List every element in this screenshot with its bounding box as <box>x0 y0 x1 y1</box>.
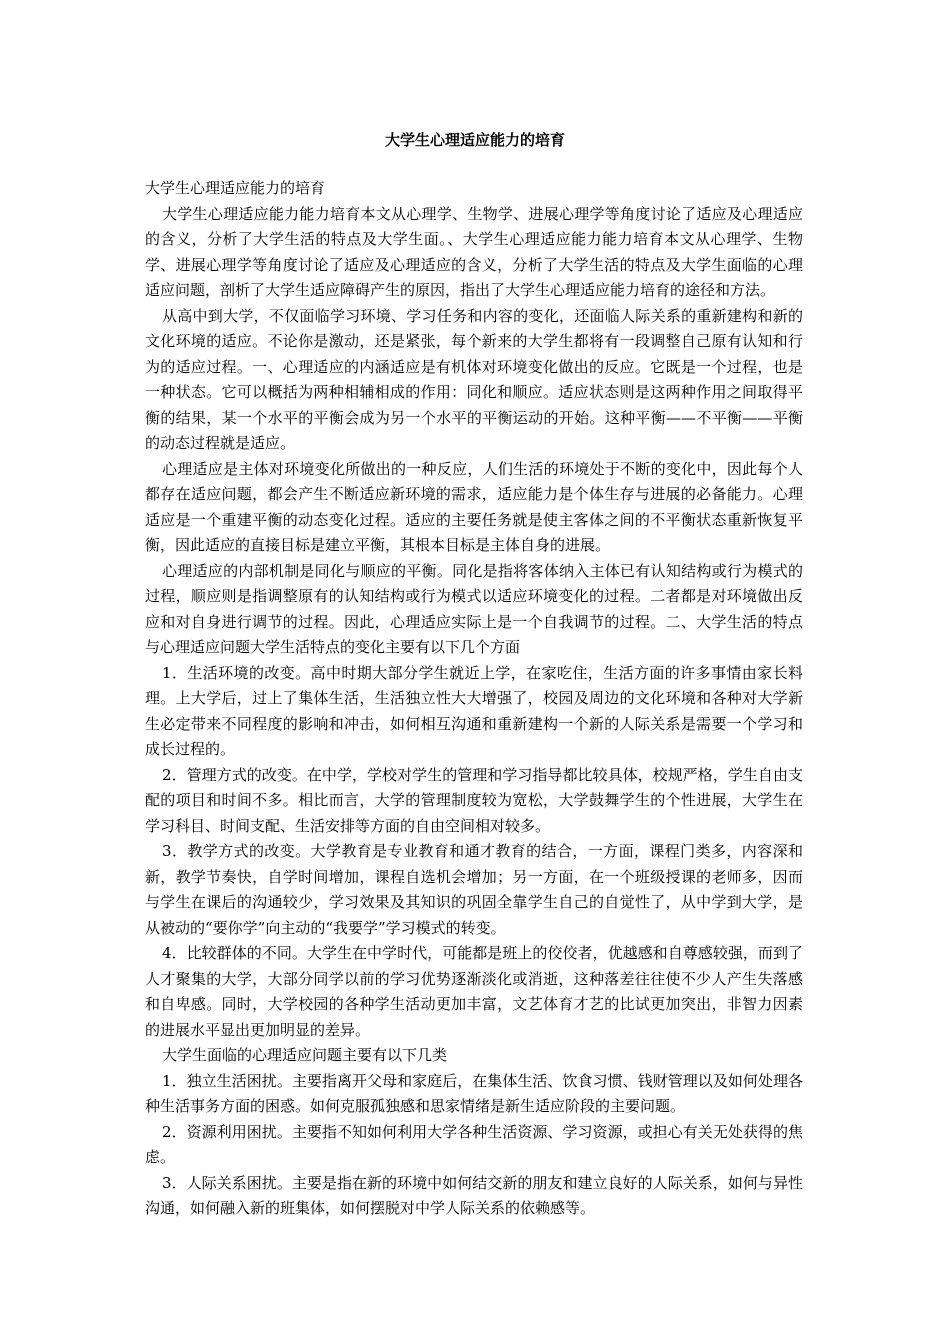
body-paragraph: 大学生心理适应能力的培育 <box>145 179 326 197</box>
body-paragraph: 1．生活环境的改变。高中时期大部分学生就近上学，在家吃住，生活方面的许多事情由家长料理。上大学后，过上了集体生活，生活独立性大大增强了，校园及周边的文化环境和各种对大学新生必定带来不同程度的影响和冲击，如何相互沟通和重新建构一个新的人际关系是需要一个学习和成长过程的。 <box>145 663 803 758</box>
body-paragraph: 大学生面临的心理适应问题主要有以下几类 <box>162 1046 448 1064</box>
body-paragraph: 1．独立生活困扰。主要指离开父母和家庭后，在集体生活、饮食习惯、钱财管理以及如何处理各种生活事务方面的困惑。如何克服孤独感和思家情绪是新生适应阶段的主要问题。 <box>145 1071 803 1115</box>
body-paragraph: 大学生心理适应能力能力培育本文从心理学、生物学、进展心理学等角度讨论了适应及心理适应的含义，分析了大学生活的特点及大学生面。、大学生心理适应能力能力培育本文从心理学、生物学、进展心理学等角度讨论了适应及心理适应的含义，分析了大学生活的特点及大学生面临的心理适应问题，剖析了大学生适应障碍产生的原因，指出了大学生心理适应能力培育的途径和方法。 <box>145 204 803 299</box>
body-paragraph: 3．人际关系困扰。主要是指在新的环境中如何结交新的朋友和建立良好的人际关系，如何与异性沟通，如何融入新的班集体，如何摆脱对中学人际关系的依赖感等。 <box>145 1173 803 1217</box>
body-paragraph: 2．管理方式的改变。在中学，学校对学生的管理和学习指导都比较具体，校规严格，学生自由支配的项目和时间不多。相比而言，大学的管理制度较为宽松，大学鼓舞学生的个性进展，大学生在学习科目、时间支配、生活安排等方面的自由空间相对较多。 <box>145 765 803 835</box>
document-title: 大学生心理适应能力的培育 <box>384 131 565 149</box>
body-paragraph: 心理适应的内部机制是同化与顺应的平衡。同化是指将客体纳入主体已有认知结构或行为模式的过程，顺应则是指调整原有的认知结构或行为模式以适应环境变化的过程。二者都是对环境做出反应和对自身进行调节的过程。因此，心理适应实际上是一个自我调节的过程。二、大学生活的特点与心理适应问题大学生活特点的变化主要有以下几个方面 <box>145 561 803 656</box>
body-paragraph: 2．资源利用困扰。主要指不知如何利用大学各种生活资源、学习资源，或担心有关无处获得的焦虑。 <box>145 1122 803 1166</box>
body-paragraph: 3．教学方式的改变。大学教育是专业教育和通才教育的结合，一方面，课程门类多，内容深和新，教学节奏快，自学时间增加，课程自选机会增加；另一方面，在一个班级授课的老师多，因而与学生在课后的沟通较少，学习效果及其知识的巩固全靠学生自己的自觉性了，从中学到大学，是从被动的“要你学”向主动的“我要学”学习模式的转变。 <box>145 842 803 937</box>
body-paragraph: 从高中到大学，不仅面临学习环境、学习任务和内容的变化，还面临人际关系的重新建构和新的文化环境的适应。不论你是激动，还是紧张，每个新来的大学生都将有一段调整自己原有认知和行为的适应过程。一、心理适应的内涵适应是有机体对环境变化做出的反应。它既是一个过程，也是一种状态。它可以概括为两种相辅相成的作用：同化和顺应。适应状态则是这两种作用之间取得平衡的结果，某一个水平的平衡会成为另一个水平的平衡运动的开始。这种平衡——不平衡——平衡的动态过程就是适应。 <box>145 306 803 452</box>
document-body <box>145 176 803 1222</box>
body-paragraph: 4．比较群体的不同。大学生在中学时代，可能都是班上的佼佼者，优越感和自尊感较强，而到了人才聚集的大学，大部分同学以前的学习优势逐渐淡化或消逝，这种落差往往使不少人产生失落感和自卑感。同时，大学校园的各种学生活动更加丰富，文艺体育才艺的比试更加突出，非智力因素的进展水平显出更加明显的差异。 <box>145 944 803 1039</box>
body-paragraph: 心理适应是主体对环境变化所做出的一种反应，人们生活的环境处于不断的变化中，因此每个人都存在适应问题，都会产生不断适应新环境的需求，适应能力是个体生存与进展的必备能力。心理适应是一个重建平衡的动态变化过程。适应的主要任务就是使主客体之间的不平衡状态重新恢复平衡，因此适应的直接目标是建立平衡，其根本目标是主体自身的进展。 <box>145 459 803 554</box>
